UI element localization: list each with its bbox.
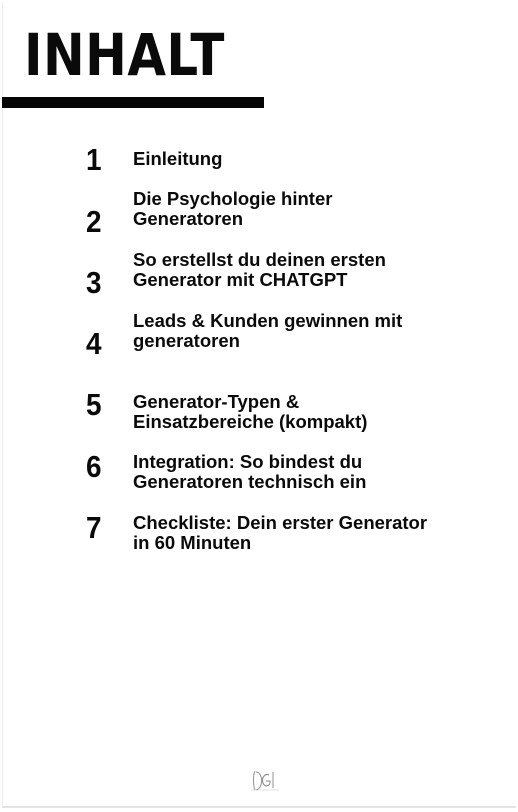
toc-title (133, 311, 468, 351)
toc-title-line: in 60 Minuten (133, 532, 252, 553)
page-title: INHALT (24, 21, 225, 89)
toc-title-line: Einsatzbereiche (kompakt) (133, 411, 368, 432)
toc-title-line: Generatoren technisch ein (133, 471, 367, 492)
toc-title-line: Einleitung (133, 148, 223, 169)
toc-number: 4 (86, 326, 102, 361)
toc-title (133, 250, 468, 290)
toc-title (133, 452, 468, 492)
monogram-logo-icon (245, 766, 285, 796)
toc-number: 3 (86, 265, 102, 300)
toc-title-line: Generator mit CHATGPT (133, 269, 348, 290)
toc-number: 1 (86, 142, 102, 177)
toc-number: 2 (86, 204, 102, 239)
toc-title-line: Generatoren (133, 208, 244, 229)
toc-number: 6 (86, 449, 102, 484)
toc-title (133, 513, 468, 553)
toc-title (133, 149, 468, 169)
toc-title-line: Leads & Kunden gewinnen mit (133, 310, 403, 331)
toc-title-line: So erstellst du deinen ersten (133, 249, 386, 270)
toc-number: 5 (86, 387, 102, 422)
toc-title-line: Generator-Typen & (133, 391, 300, 412)
toc-title (133, 189, 468, 229)
toc-title-line: Die Psychologie hinter (133, 188, 333, 209)
toc-title-line: Checkliste: Dein erster Generator (133, 512, 428, 533)
toc-title-line: Integration: So bindest du (133, 451, 363, 472)
toc-number: 7 (86, 510, 102, 545)
toc-title-line: generatoren (133, 330, 240, 351)
toc-title (133, 392, 468, 432)
